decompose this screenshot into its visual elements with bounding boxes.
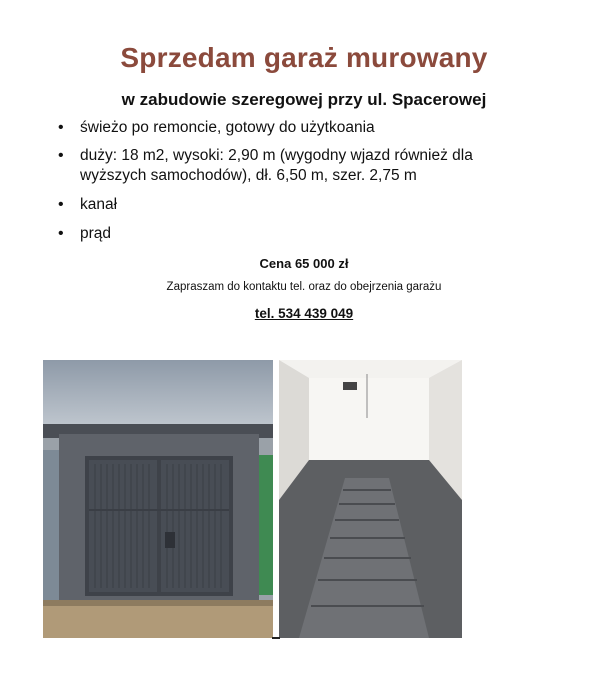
garage-exterior-photo [43, 360, 273, 638]
price: Cena 65 000 zł [259, 256, 349, 271]
feature-list [52, 118, 532, 244]
ad-subtitle: w zabudowie szeregowej przy ul. Spacerowej [121, 90, 487, 109]
garage-interior-photo [279, 360, 462, 638]
feature-item: • kanał [52, 195, 532, 215]
phone-number[interactable]: tel. 534 439 049 [254, 306, 354, 321]
feature-item: • prąd [52, 224, 532, 244]
divider-mark [272, 637, 280, 639]
feature-item: • świeżo po remoncie, gotowy do użytkoania [52, 118, 532, 138]
ad-title: Sprzedam garaż murowany [120, 42, 488, 73]
feature-item: • duży: 18 m2, wysoki: 2,90 m (wygodny wjazd również dla wyższych samochodów), dł. 6,50 m, szer. 2,75 m [52, 146, 532, 186]
contact-text: Zapraszam do kontaktu tel. oraz do obejrzenia garażu [166, 281, 442, 293]
